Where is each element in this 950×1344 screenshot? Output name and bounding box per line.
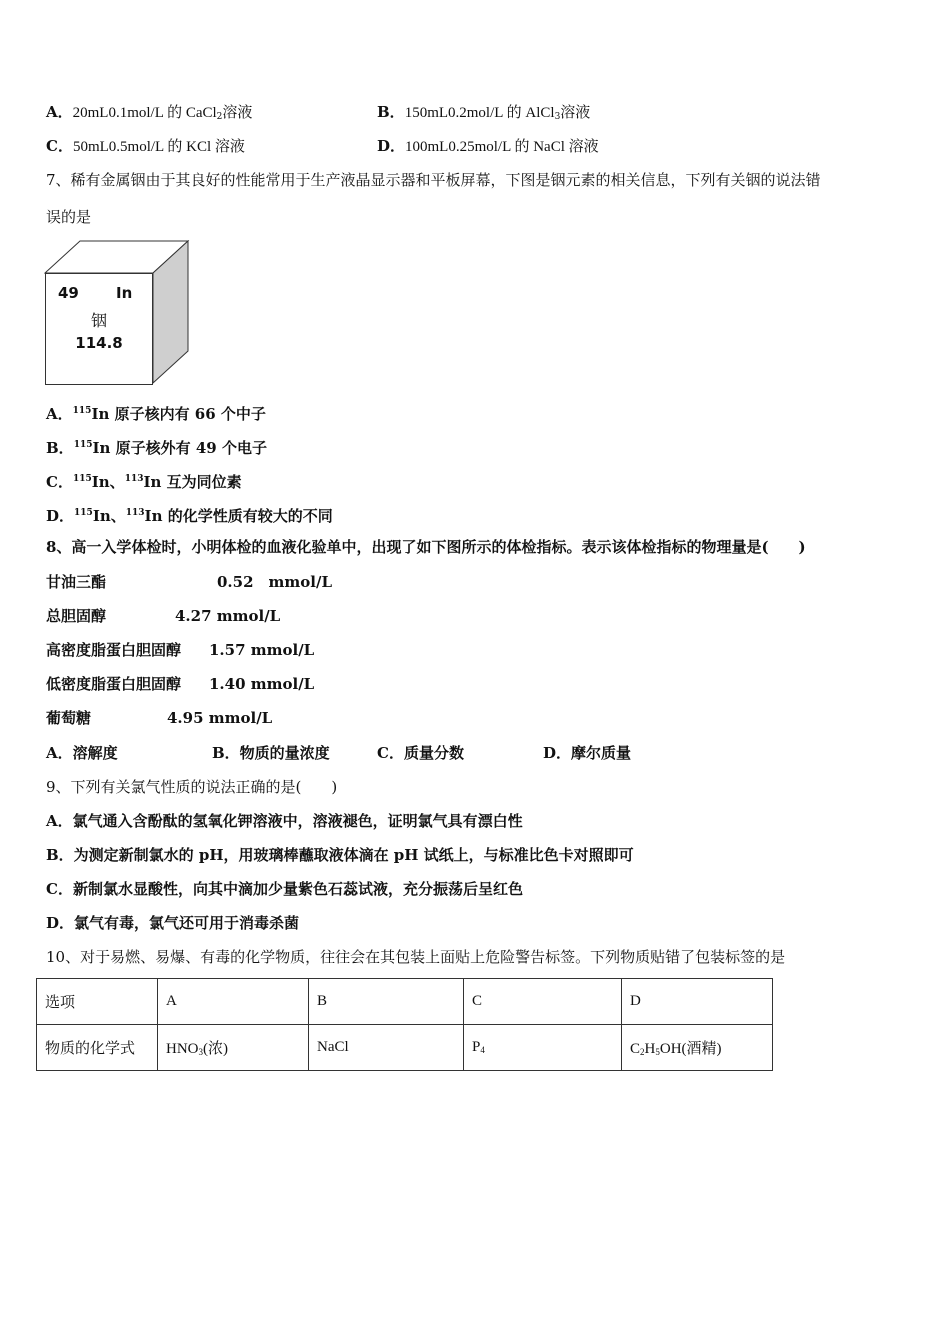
- q6-option-b: [377, 102, 590, 127]
- option-text-tail: 溶液: [222, 103, 253, 121]
- option-text: 150mL0.2mol/L 的 AlCl: [404, 105, 555, 121]
- table-row: [37, 979, 773, 1025]
- element-symbol: In: [116, 284, 133, 302]
- lab-row: [46, 674, 315, 694]
- lab-item-value: 4.27 mmol/L: [175, 607, 281, 625]
- option-text: In 原子核内有 66 个中子: [91, 405, 266, 423]
- lab-item-name: 葡萄糖: [46, 709, 92, 727]
- option-letter: C．: [46, 473, 73, 491]
- mass-number: 115: [73, 440, 93, 450]
- lab-row: [46, 606, 281, 626]
- table-cell: 物质的化学式: [37, 1025, 158, 1071]
- lab-item-value: 0.52 mmol/L: [217, 573, 333, 591]
- option-letter: B．: [377, 103, 405, 121]
- lab-item-name: 高密度脂蛋白胆固醇: [46, 641, 182, 659]
- option-letter: D．: [46, 507, 75, 525]
- table-cell-nacl: NaCl: [309, 1025, 464, 1071]
- formula-text: H: [644, 1041, 656, 1057]
- subscript: 3: [554, 112, 561, 122]
- lab-item-value: 4.95 mmol/L: [167, 709, 273, 727]
- lab-row: [46, 640, 315, 660]
- mass-number: 115: [74, 508, 93, 518]
- q8-option-c: C．质量分数: [377, 744, 464, 762]
- table-cell: A: [158, 979, 309, 1025]
- option-text: In 原子核外有 49 个电子: [92, 439, 267, 457]
- option-text: In、: [92, 507, 126, 525]
- table-cell: D: [622, 979, 773, 1025]
- option-letter: B．: [46, 439, 74, 457]
- table-cell-p4: [464, 1025, 622, 1071]
- option-text: 20mL0.1mol/L 的 CaCl: [72, 105, 217, 121]
- q7-option-d: [46, 503, 333, 526]
- q9-option-c: C．新制氯水显酸性，向其中滴加少量紫色石蕊试液，充分振荡后呈红色: [46, 880, 523, 898]
- q7-option-c: [46, 469, 242, 492]
- table-cell: C: [464, 979, 622, 1025]
- q7-option-a: [46, 401, 266, 424]
- option-text: 50mL0.5mol/L 的 KCl 溶液: [72, 139, 245, 155]
- option-text: In、: [91, 473, 125, 491]
- mass-number: 115: [72, 474, 92, 484]
- q6-option-c: [46, 136, 245, 157]
- formula-text: OH(酒精): [659, 1041, 722, 1057]
- option-letter: C．: [46, 137, 73, 155]
- q9-option-d: D．氯气有毒，氯气还可用于消毒杀菌: [46, 914, 300, 932]
- formula-text: C: [630, 1041, 641, 1057]
- option-text: 100mL0.25mol/L 的 NaCl 溶液: [405, 139, 599, 155]
- option-letter: D．: [377, 137, 406, 155]
- option-text: In 互为同位素: [143, 473, 242, 491]
- lab-row: [46, 572, 333, 592]
- q7-stem-line2: 误的是: [46, 208, 92, 226]
- q7-option-b: [46, 435, 267, 458]
- q9-option-a: A．氯气通入含酚酞的氢氧化钾溶液中，溶液褪色，证明氯气具有漂白性: [46, 812, 523, 830]
- table-cell-hno3: [158, 1025, 309, 1071]
- lab-item-name: 甘油三酯: [46, 573, 107, 591]
- table-cell: B: [309, 979, 464, 1025]
- option-text-tail: 溶液: [560, 103, 591, 121]
- atomic-mass: 114.8: [75, 334, 123, 352]
- subscript: 5: [655, 1047, 660, 1057]
- q10-stem: 10、对于易燃、易爆、有毒的化学物质，往往会在其包装上面贴上危险警告标签。下列物质贴错了包装标签的是: [46, 948, 786, 966]
- lab-row: [46, 708, 273, 728]
- q8-option-b: B．物质的量浓度: [212, 744, 330, 762]
- q8-option-a: A．溶解度: [46, 744, 118, 762]
- subscript: 2: [640, 1047, 645, 1057]
- subscript: 3: [198, 1047, 203, 1057]
- q6-option-a: [46, 102, 252, 127]
- table-cell-ethanol: [622, 1025, 773, 1071]
- element-card-indium: [44, 240, 194, 386]
- option-letter: A．: [46, 103, 73, 121]
- q9-option-b: B．为测定新制氯水的 pH，用玻璃棒蘸取液体滴在 pH 试纸上，与标准比色卡对照即可: [46, 846, 634, 864]
- table-row: [37, 1025, 773, 1071]
- element-name: 铟: [90, 311, 107, 330]
- subscript: 2: [216, 112, 223, 122]
- option-letter: A．: [46, 405, 73, 423]
- q7-stem-line1: 7、稀有金属铟由于其良好的性能常用于生产液晶显示器和平板屏幕，下图是铟元素的相关信息，下列有关铟的说法错: [46, 171, 821, 189]
- lab-item-name: 总胆固醇: [46, 607, 107, 625]
- atomic-number: 49: [58, 284, 79, 302]
- formula-text: HNO: [166, 1041, 199, 1057]
- mass-number: 113: [124, 474, 144, 484]
- cube-front-face: [45, 273, 153, 385]
- subscript: 4: [480, 1045, 485, 1055]
- q8-option-d: D．摩尔质量: [543, 744, 632, 762]
- q6-option-d: [377, 136, 599, 157]
- formula-text: P: [472, 1039, 481, 1055]
- option-text: In 的化学性质有较大的不同: [144, 507, 333, 525]
- lab-item-value: 1.40 mmol/L: [209, 675, 315, 693]
- q10-table: [36, 978, 773, 1071]
- formula-text: (浓): [203, 1041, 228, 1057]
- q9-stem: 9、下列有关氯气性质的说法正确的是( ): [46, 778, 338, 796]
- table-cell: 选项: [37, 979, 158, 1025]
- q8-stem: 8、高一入学体检时，小明体检的血液化验单中，出现了如下图所示的体检指标。表示该体检指标的物理量是( ): [46, 538, 806, 556]
- mass-number: 113: [125, 508, 145, 518]
- mass-number: 115: [72, 406, 92, 416]
- lab-item-name: 低密度脂蛋白胆固醇: [46, 675, 182, 693]
- lab-item-value: 1.57 mmol/L: [209, 641, 315, 659]
